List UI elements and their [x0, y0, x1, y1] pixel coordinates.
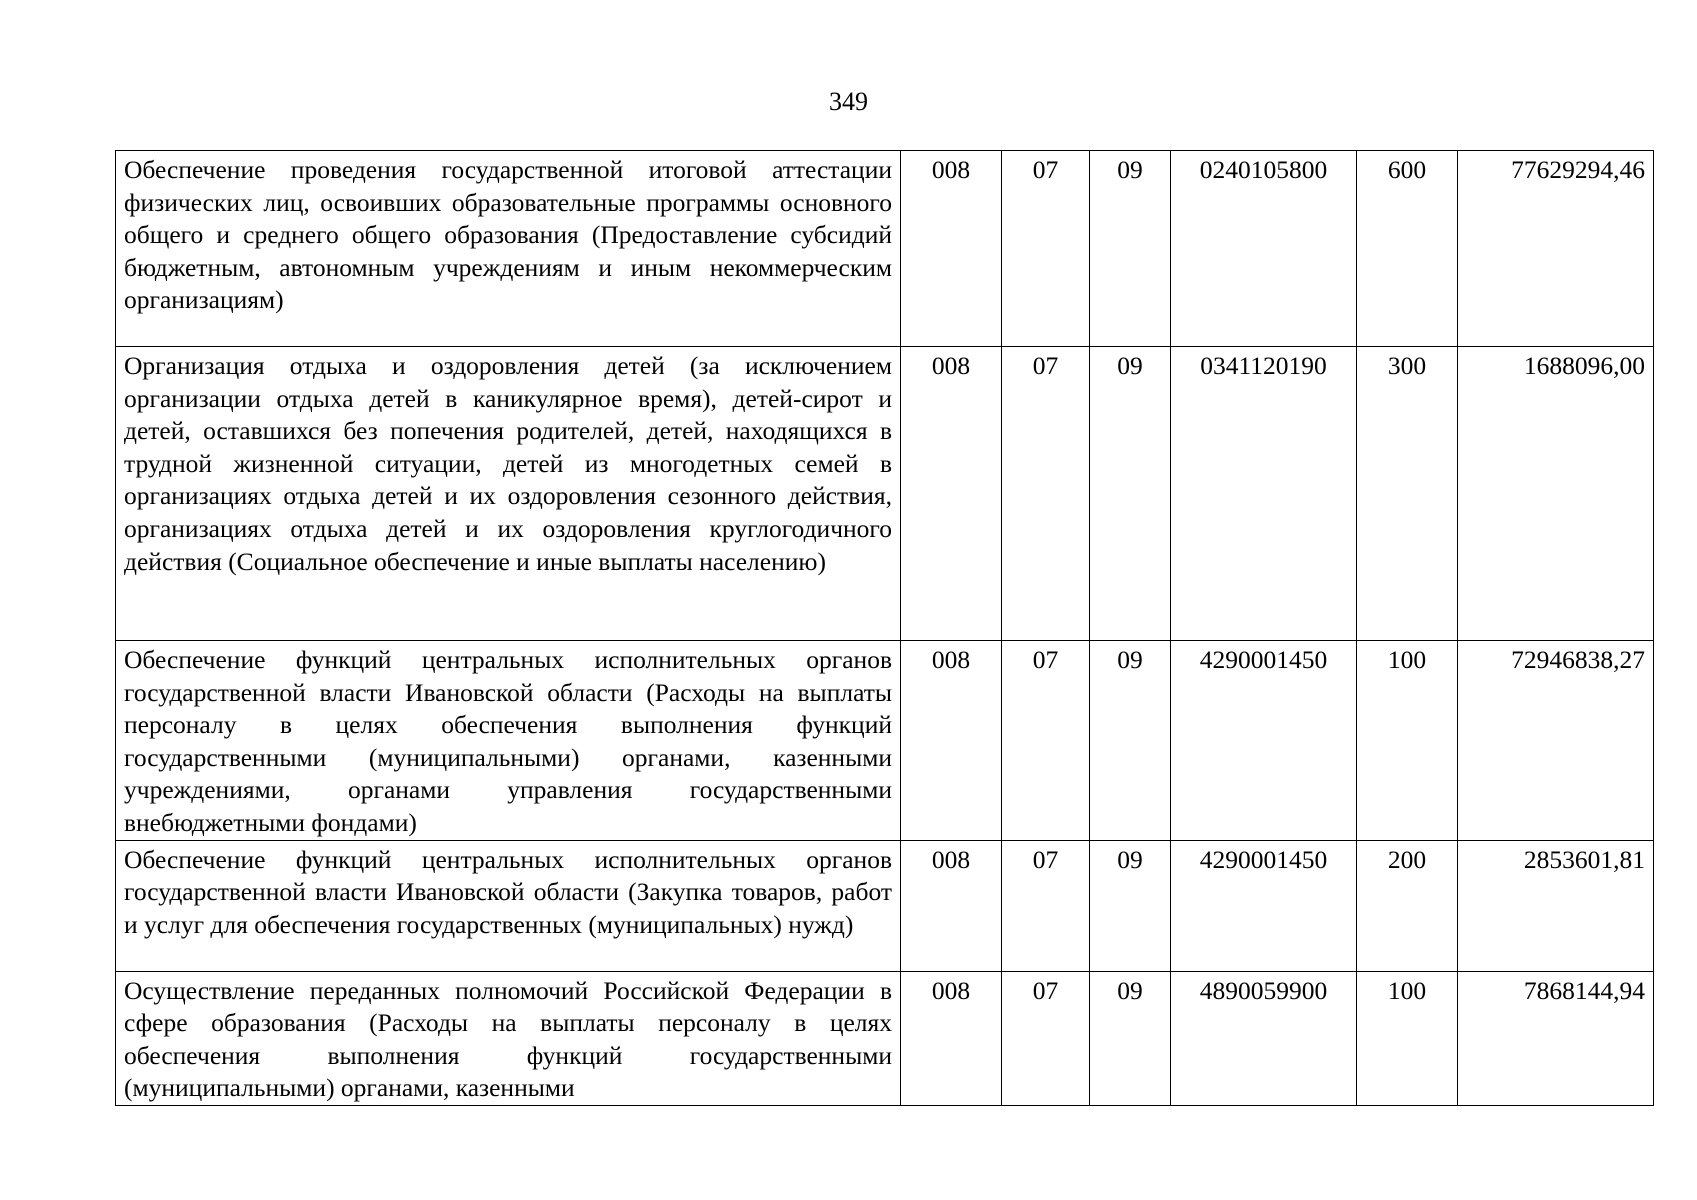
table-row: [116, 840, 1654, 971]
table-row: [116, 641, 1654, 841]
target-article-cell: 0341120190: [1171, 347, 1357, 641]
section-code-cell: 07: [1002, 840, 1090, 971]
table-row: [116, 347, 1654, 641]
ministry-code-cell: 008: [901, 151, 1002, 347]
page-number: 349: [829, 87, 868, 116]
subsection-code-cell: 09: [1090, 347, 1171, 641]
table-row: [116, 151, 1654, 347]
amount-cell: 72946838,27: [1458, 641, 1654, 841]
description-cell: Осуществление переданных полномочий Российской Федерации в сфере образования (Расходы на выплаты персоналу в целях обеспечения выполнения функций государственными (муниципальными) органами, казенными: [116, 971, 901, 1105]
table-row: [116, 971, 1654, 1105]
subsection-code-cell: 09: [1090, 641, 1171, 841]
amount-cell: 77629294,46: [1458, 151, 1654, 347]
target-article-cell: 4890059900: [1171, 971, 1357, 1105]
description-cell: Обеспечение функций центральных исполнительных органов государственной власти Ивановской области (Закупка товаров, работ и услуг для обеспечения государственных (муниципальных) нужд): [116, 840, 901, 971]
amount-cell: 2853601,81: [1458, 840, 1654, 971]
target-article-cell: 4290001450: [1171, 641, 1357, 841]
section-code-cell: 07: [1002, 347, 1090, 641]
section-code-cell: 07: [1002, 641, 1090, 841]
target-article-cell: 0240105800: [1171, 151, 1357, 347]
amount-cell: 1688096,00: [1458, 347, 1654, 641]
expense-type-cell: 300: [1357, 347, 1458, 641]
expense-type-cell: 200: [1357, 840, 1458, 971]
subsection-code-cell: 09: [1090, 840, 1171, 971]
subsection-code-cell: 09: [1090, 151, 1171, 347]
subsection-code-cell: 09: [1090, 971, 1171, 1105]
expense-type-cell: 100: [1357, 971, 1458, 1105]
description-cell: Организация отдыха и оздоровления детей (за исключением организации отдыха детей в каникулярное время), детей-сирот и детей, оставшихся без попечения родителей, детей, находящихся в трудной жизненной ситуации, детей из многодетных семей в организациях отдыха детей и их оздоровления сезонного действия, организациях отдыха детей и их оздоровления круглогодичного действия (Социальное обеспечение и иные выплаты населению): [116, 347, 901, 641]
ministry-code-cell: 008: [901, 347, 1002, 641]
section-code-cell: 07: [1002, 971, 1090, 1105]
description-cell: Обеспечение проведения государственной итоговой аттестации физических лиц, освоивших образовательные программы основного общего и среднего общего образования (Предоставление субсидий бюджетным, автономным учреждениям и иным некоммерческим организациям): [116, 151, 901, 347]
amount-cell: 7868144,94: [1458, 971, 1654, 1105]
ministry-code-cell: 008: [901, 971, 1002, 1105]
section-code-cell: 07: [1002, 151, 1090, 347]
expense-type-cell: 600: [1357, 151, 1458, 347]
expense-type-cell: 100: [1357, 641, 1458, 841]
description-cell: Обеспечение функций центральных исполнительных органов государственной власти Ивановской области (Расходы на выплаты персоналу в целях обеспечения выполнения функций государственными (муниципальными) органами, казенными учреждениями, органами управления государственными внебюджетными фондами): [116, 641, 901, 841]
ministry-code-cell: 008: [901, 840, 1002, 971]
budget-table: [115, 150, 1654, 1106]
target-article-cell: 4290001450: [1171, 840, 1357, 971]
ministry-code-cell: 008: [901, 641, 1002, 841]
